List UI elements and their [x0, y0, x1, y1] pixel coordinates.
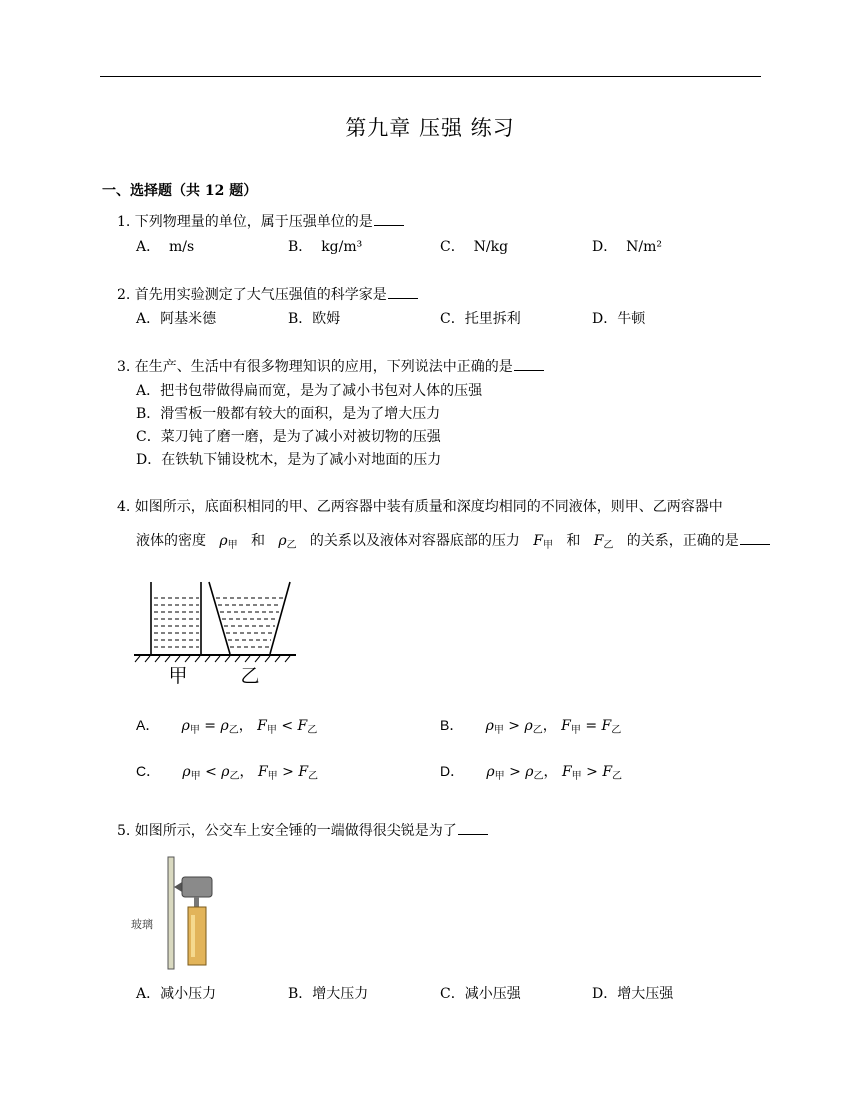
figure-label-jia: 甲 — [168, 665, 188, 687]
force-yi: $F_乙$ — [593, 533, 614, 551]
q2-option-c[interactable]: C．托里拆利 — [440, 311, 521, 327]
q5-option-b[interactable]: B．增大压力 — [288, 986, 369, 1002]
figure-label-yi: 乙 — [240, 665, 260, 687]
answer-blank — [458, 822, 488, 835]
q4-option-b[interactable]: B． $\rho_甲 > \rho_乙$， $F_甲 = F_乙$ — [440, 717, 622, 736]
question-4-stem-line1: 4. 如图所示，底面积相同的甲、乙两容器中装有质量和深度均相同的不同液体，则甲、乙两容器中 — [117, 499, 723, 515]
q2-option-d[interactable]: D．牛顿 — [592, 311, 646, 327]
safety-hammer-figure — [130, 855, 230, 973]
q1-option-a[interactable]: A． m/s — [136, 239, 195, 255]
rho-jia: $\rho_甲$ — [219, 533, 238, 551]
q1-option-d[interactable]: D． N/m² — [592, 239, 662, 255]
q1-option-b[interactable]: B． kg/m³ — [288, 239, 363, 255]
glass-label: 玻璃 — [131, 918, 153, 931]
force-jia: $F_甲$ — [533, 533, 553, 551]
q3-option-c[interactable]: C．菜刀钝了磨一磨，是为了减小对被切物的压强 — [136, 429, 441, 445]
question-5-stem: 5. 如图所示，公交车上安全锤的一端做得很尖锐是为了 — [117, 820, 488, 840]
q1-option-c[interactable]: C． N/kg — [440, 239, 509, 255]
q5-option-c[interactable]: C．减小压强 — [440, 986, 521, 1002]
answer-blank — [388, 286, 418, 299]
q5-option-d[interactable]: D．增大压强 — [592, 986, 674, 1002]
answer-blank — [374, 213, 404, 226]
rho-yi: $\rho_乙$ — [278, 533, 297, 551]
page-title: 第九章 压强 练习 — [345, 116, 515, 140]
question-4-stem-line2: 液体的密度 $\rho_甲$ 和 $\rho_乙$ 的关系以及液体对容器底部的压力 $F_甲$ 和 $F_乙$ 的关系，正确的是 — [136, 530, 770, 551]
q2-option-b[interactable]: B．欧姆 — [288, 311, 341, 327]
q3-option-a[interactable]: A．把书包带做得扁而宽，是为了减小书包对人体的压强 — [136, 383, 483, 399]
section-heading: 一、选择题（共 12 题） — [102, 183, 258, 199]
question-1-stem: 1. 下列物理量的单位，属于压强单位的是 — [117, 211, 404, 231]
q4-option-d[interactable]: D． $\rho_甲 > \rho_乙$， $F_甲 > F_乙$ — [440, 763, 623, 782]
q5-option-a[interactable]: A．减小压力 — [136, 986, 217, 1002]
answer-blank — [514, 358, 544, 371]
containers-figure — [130, 578, 300, 688]
q2-option-a[interactable]: A．阿基米德 — [136, 311, 217, 327]
q3-option-d[interactable]: D．在铁轨下铺设枕木，是为了减小对地面的压力 — [136, 452, 442, 468]
q4-option-c[interactable]: C． $\rho_甲 < \rho_乙$， $F_甲 > F_乙$ — [136, 763, 319, 782]
header-rule — [100, 76, 761, 77]
question-3-stem: 3. 在生产、生活中有很多物理知识的应用，下列说法中正确的是 — [117, 356, 544, 376]
question-2-stem: 2. 首先用实验测定了大气压强值的科学家是 — [117, 284, 418, 304]
answer-blank — [740, 532, 770, 545]
q4-option-a[interactable]: A． $\rho_甲 = \rho_乙$， $F_甲 < F_乙$ — [136, 717, 318, 736]
q3-option-b[interactable]: B．滑雪板一般都有较大的面积，是为了增大压力 — [136, 406, 441, 422]
